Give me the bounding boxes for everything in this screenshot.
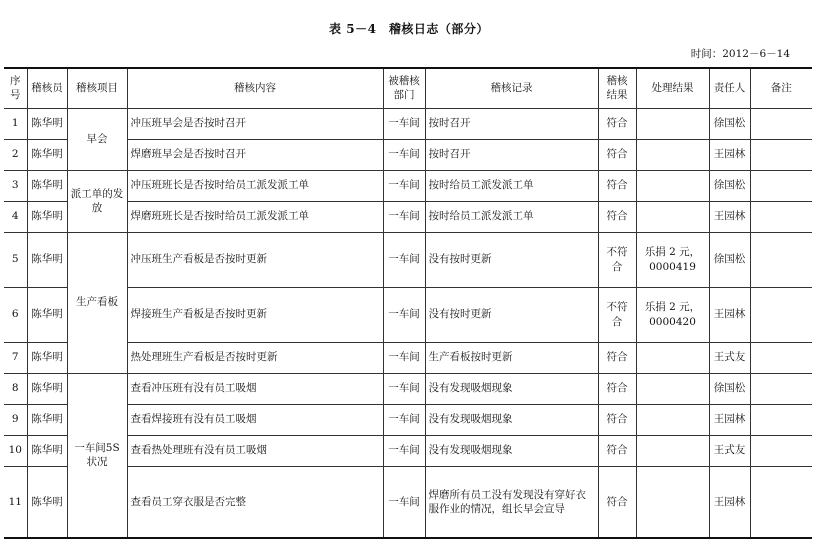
cell-handling (636, 342, 709, 373)
cell-auditor: 陈华明 (27, 342, 67, 373)
header-result: 稽核结果 (598, 68, 636, 108)
cell-record: 没有按时更新 (425, 287, 598, 342)
group-label-5s-status: 一车间5S状况 (67, 373, 127, 538)
cell-dept: 一车间 (383, 404, 425, 435)
cell-remark (750, 287, 812, 342)
cell-seq: 5 (4, 232, 27, 287)
cell-seq: 6 (4, 287, 27, 342)
cell-auditor: 陈华明 (27, 435, 67, 466)
cell-remark (750, 466, 812, 538)
cell-dept: 一车间 (383, 201, 425, 232)
cell-owner: 王园林 (709, 201, 750, 232)
cell-result: 符合 (598, 108, 636, 139)
header-handling: 处理结果 (636, 68, 709, 108)
cell-handling (636, 139, 709, 170)
cell-auditor: 陈华明 (27, 232, 67, 287)
cell-remark (750, 170, 812, 201)
cell-handling: 乐捐 2 元， 0000419 (636, 232, 709, 287)
cell-result: 符合 (598, 435, 636, 466)
cell-owner: 徐国松 (709, 170, 750, 201)
cell-seq: 8 (4, 373, 27, 404)
cell-handling: 乐捐 2 元， 0000420 (636, 287, 709, 342)
group-label-dispatch: 派工单的发放 (67, 170, 127, 232)
cell-owner: 徐国松 (709, 373, 750, 404)
cell-remark (750, 404, 812, 435)
cell-dept: 一车间 (383, 170, 425, 201)
cell-seq: 11 (4, 466, 27, 538)
cell-record: 没有按时更新 (425, 232, 598, 287)
cell-handling (636, 435, 709, 466)
cell-content: 查看热处理班有没有员工吸烟 (127, 435, 383, 466)
header-auditor: 稽核员 (27, 68, 67, 108)
cell-record: 没有发现吸烟现象 (425, 435, 598, 466)
cell-auditor: 陈华明 (27, 108, 67, 139)
cell-handling (636, 201, 709, 232)
cell-record: 按时召开 (425, 139, 598, 170)
cell-handling (636, 108, 709, 139)
cell-owner: 王园林 (709, 139, 750, 170)
cell-record: 按时给员工派发派工单 (425, 170, 598, 201)
cell-auditor: 陈华明 (27, 287, 67, 342)
cell-content: 热处理班生产看板是否按时更新 (127, 342, 383, 373)
cell-dept: 一车间 (383, 232, 425, 287)
cell-owner: 王园林 (709, 466, 750, 538)
cell-owner: 王园林 (709, 287, 750, 342)
cell-content: 焊接班生产看板是否按时更新 (127, 287, 383, 342)
cell-remark (750, 232, 812, 287)
cell-content: 冲压班生产看板是否按时更新 (127, 232, 383, 287)
cell-seq: 1 (4, 108, 27, 139)
table-title: 表 5－4 稽核日志（部分） (329, 22, 489, 36)
cell-result: 不符合 (598, 287, 636, 342)
cell-record: 按时给员工派发派工单 (425, 201, 598, 232)
cell-content: 冲压班班长是否按时给员工派发派工单 (127, 170, 383, 201)
header-item: 稽核项目 (67, 68, 127, 108)
table-row (4, 373, 812, 404)
header-remark: 备注 (750, 68, 812, 108)
cell-handling (636, 373, 709, 404)
cell-record: 没有发现吸烟现象 (425, 404, 598, 435)
cell-remark (750, 373, 812, 404)
cell-record: 生产看板按时更新 (425, 342, 598, 373)
cell-seq: 3 (4, 170, 27, 201)
cell-owner: 徐国松 (709, 232, 750, 287)
cell-seq: 7 (4, 342, 27, 373)
header-record: 稽核记录 (425, 68, 598, 108)
cell-dept: 一车间 (383, 108, 425, 139)
cell-dept: 一车间 (383, 373, 425, 404)
cell-content: 焊磨班早会是否按时召开 (127, 139, 383, 170)
cell-owner: 徐国松 (709, 108, 750, 139)
cell-dept: 一车间 (383, 466, 425, 538)
cell-result: 符合 (598, 342, 636, 373)
cell-handling (636, 466, 709, 538)
table-date: 时间：2012－6－14 (690, 48, 790, 60)
cell-record: 焊磨所有员工没有发现没有穿好衣服作业的情况，组长早会宣导 (425, 466, 598, 538)
cell-owner: 王式友 (709, 342, 750, 373)
cell-auditor: 陈华明 (27, 466, 67, 538)
audit-log-table (4, 67, 812, 539)
table-row (4, 108, 812, 139)
group-label-morning-meeting: 早会 (67, 108, 127, 170)
cell-result: 符合 (598, 373, 636, 404)
cell-content: 查看员工穿衣服是否完整 (127, 466, 383, 538)
cell-auditor: 陈华明 (27, 373, 67, 404)
cell-result: 符合 (598, 170, 636, 201)
header-row (4, 68, 812, 108)
cell-result: 符合 (598, 139, 636, 170)
cell-remark (750, 139, 812, 170)
header-owner: 责任人 (709, 68, 750, 108)
cell-owner: 王式友 (709, 435, 750, 466)
cell-seq: 2 (4, 139, 27, 170)
table-row (4, 170, 812, 201)
cell-seq: 4 (4, 201, 27, 232)
cell-handling (636, 170, 709, 201)
cell-remark (750, 108, 812, 139)
header-dept: 被稽核部门 (383, 68, 425, 108)
cell-auditor: 陈华明 (27, 170, 67, 201)
header-content: 稽核内容 (127, 68, 383, 108)
cell-content: 查看冲压班有没有员工吸烟 (127, 373, 383, 404)
header-seq: 序号 (4, 68, 27, 108)
cell-auditor: 陈华明 (27, 139, 67, 170)
group-label-production-board: 生产看板 (67, 232, 127, 373)
cell-record: 按时召开 (425, 108, 598, 139)
cell-record: 没有发现吸烟现象 (425, 373, 598, 404)
cell-result: 符合 (598, 466, 636, 538)
cell-handling (636, 404, 709, 435)
table-row (4, 232, 812, 287)
cell-dept: 一车间 (383, 342, 425, 373)
cell-remark (750, 201, 812, 232)
cell-content: 冲压班早会是否按时召开 (127, 108, 383, 139)
cell-remark (750, 342, 812, 373)
cell-dept: 一车间 (383, 287, 425, 342)
cell-owner: 王园林 (709, 404, 750, 435)
cell-result: 符合 (598, 404, 636, 435)
cell-result: 不符合 (598, 232, 636, 287)
cell-auditor: 陈华明 (27, 201, 67, 232)
cell-auditor: 陈华明 (27, 404, 67, 435)
cell-dept: 一车间 (383, 435, 425, 466)
cell-dept: 一车间 (383, 139, 425, 170)
cell-content: 查看焊接班有没有员工吸烟 (127, 404, 383, 435)
cell-seq: 10 (4, 435, 27, 466)
cell-content: 焊磨班班长是否按时给员工派发派工单 (127, 201, 383, 232)
cell-remark (750, 435, 812, 466)
cell-seq: 9 (4, 404, 27, 435)
cell-result: 符合 (598, 201, 636, 232)
